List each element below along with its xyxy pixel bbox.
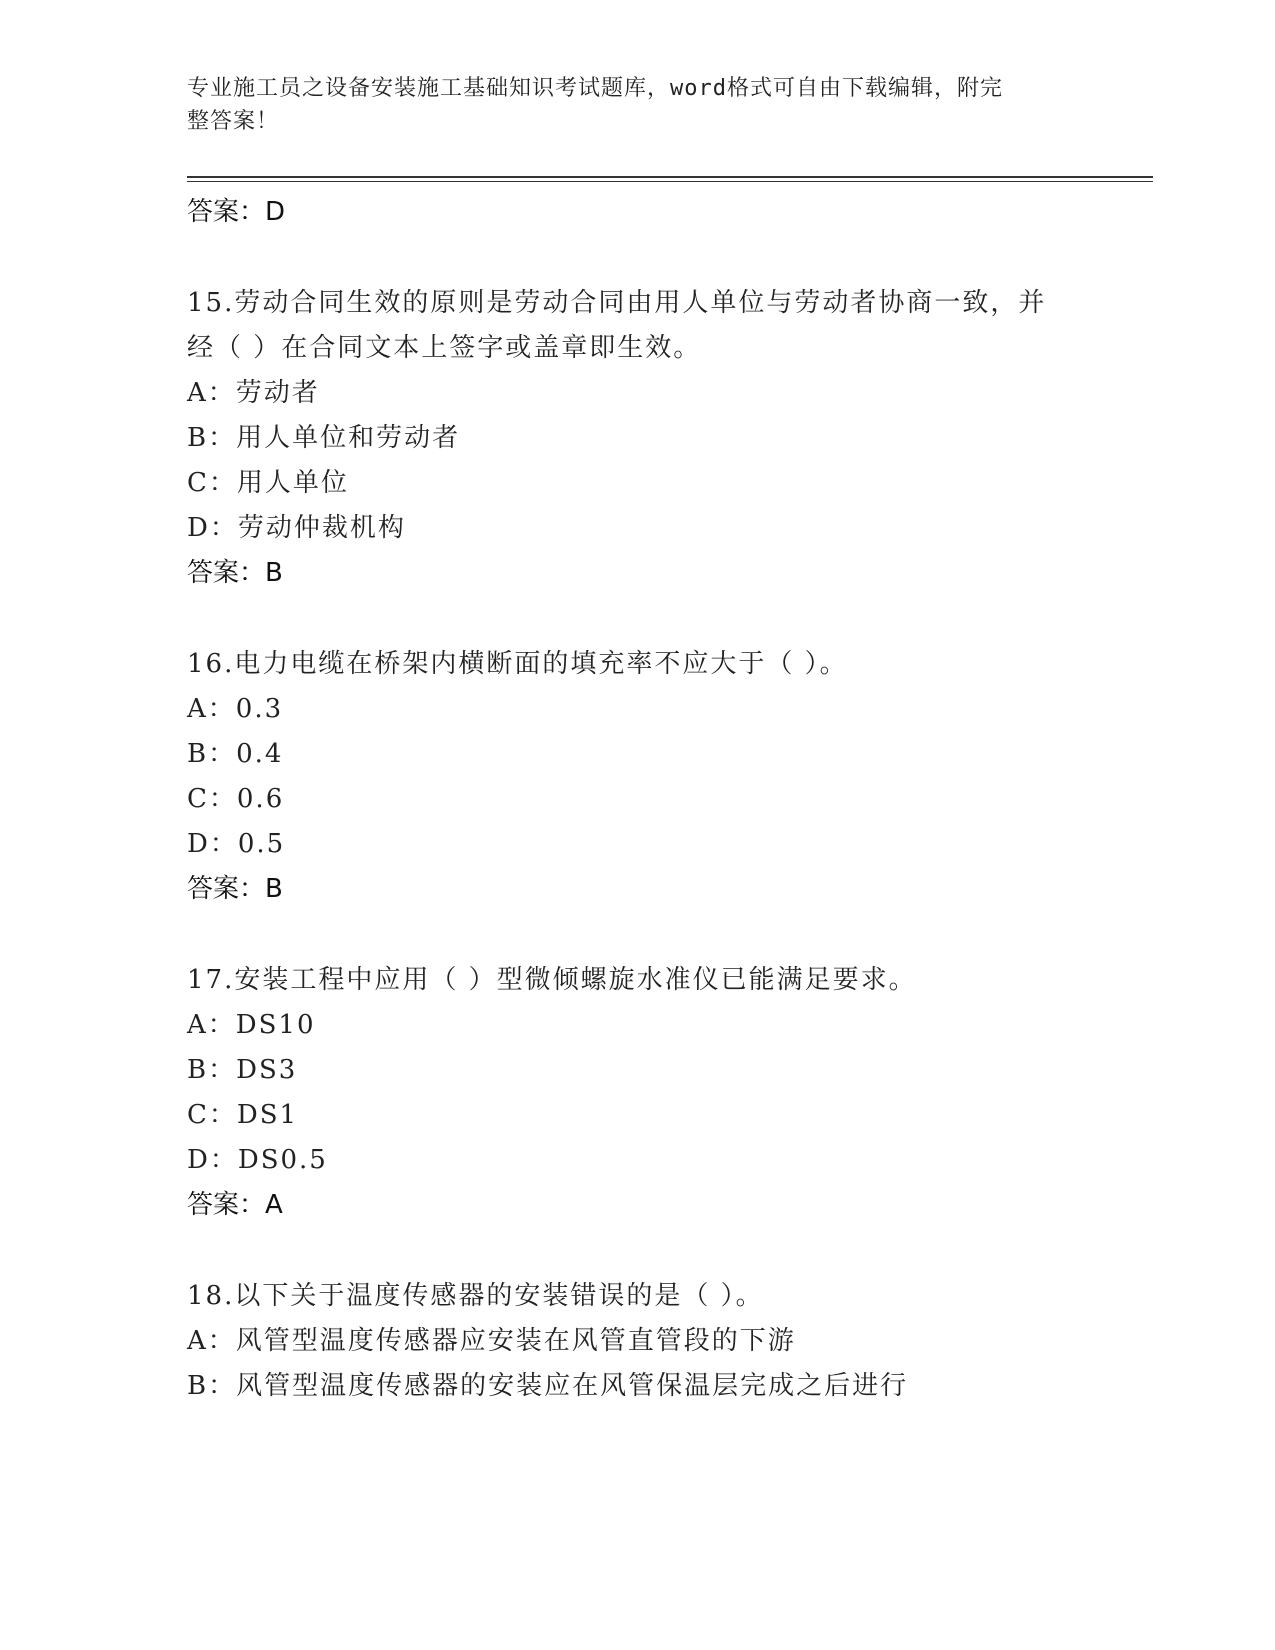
question-17-text: 17.安装工程中应用（ ）型微倾螺旋水准仪已能满足要求。 <box>187 965 917 995</box>
spacer <box>187 912 1087 958</box>
option-16-a: A：0.3 <box>187 694 284 724</box>
page-header <box>187 72 1067 138</box>
answer-q14: 答案：D <box>187 197 286 227</box>
question-block-16 <box>187 642 1087 912</box>
answer-q17: 答案：A <box>187 1190 283 1220</box>
option-15-b: B：用人单位和劳动者 <box>187 423 461 453</box>
question-18-text: 18.以下关于温度传感器的安装错误的是（ ）。 <box>187 1281 764 1311</box>
option-15-d: D：劳动仲裁机构 <box>187 513 406 543</box>
question-block-15 <box>187 281 1087 596</box>
question-16-text: 16.电力电缆在桥架内横断面的填充率不应大于（ ）。 <box>187 649 848 679</box>
option-16-b: B：0.4 <box>187 739 284 769</box>
header-divider-thin <box>187 181 1153 182</box>
option-15-c: C：用人单位 <box>187 468 349 498</box>
header-line-2: 整答案！ <box>187 109 280 134</box>
question-15-text-line-1: 15.劳动合同生效的原则是劳动合同由用人单位与劳动者协商一致，并 <box>187 288 1047 318</box>
option-16-d: D：0.5 <box>187 829 286 859</box>
option-16-c: C：0.6 <box>187 784 285 814</box>
option-18-b: B：风管型温度传感器的安装应在风管保温层完成之后进行 <box>187 1371 909 1401</box>
header-divider-thick <box>187 176 1153 178</box>
spacer <box>187 596 1087 642</box>
header-line-1: 专业施工员之设备安装施工基础知识考试题库，word格式可自由下载编辑，附完 <box>187 76 1003 101</box>
option-17-c: C：DS1 <box>187 1100 299 1130</box>
question-block-18 <box>187 1274 1087 1409</box>
question-block-17 <box>187 958 1087 1228</box>
option-18-a: A：风管型温度传感器应安装在风管直管段的下游 <box>187 1326 796 1356</box>
question-15-text-line-2: 经（ ）在合同文本上签字或盖章即生效。 <box>187 333 702 363</box>
question-list <box>187 190 1087 1409</box>
spacer <box>187 235 1087 281</box>
option-17-d: D：DS0.5 <box>187 1145 328 1175</box>
answer-q16: 答案：B <box>187 874 283 904</box>
option-17-b: B：DS3 <box>187 1055 298 1085</box>
spacer <box>187 1228 1087 1274</box>
option-17-a: A：DS10 <box>187 1010 316 1040</box>
option-15-a: A：劳动者 <box>187 378 320 408</box>
answer-q15: 答案：B <box>187 558 283 588</box>
